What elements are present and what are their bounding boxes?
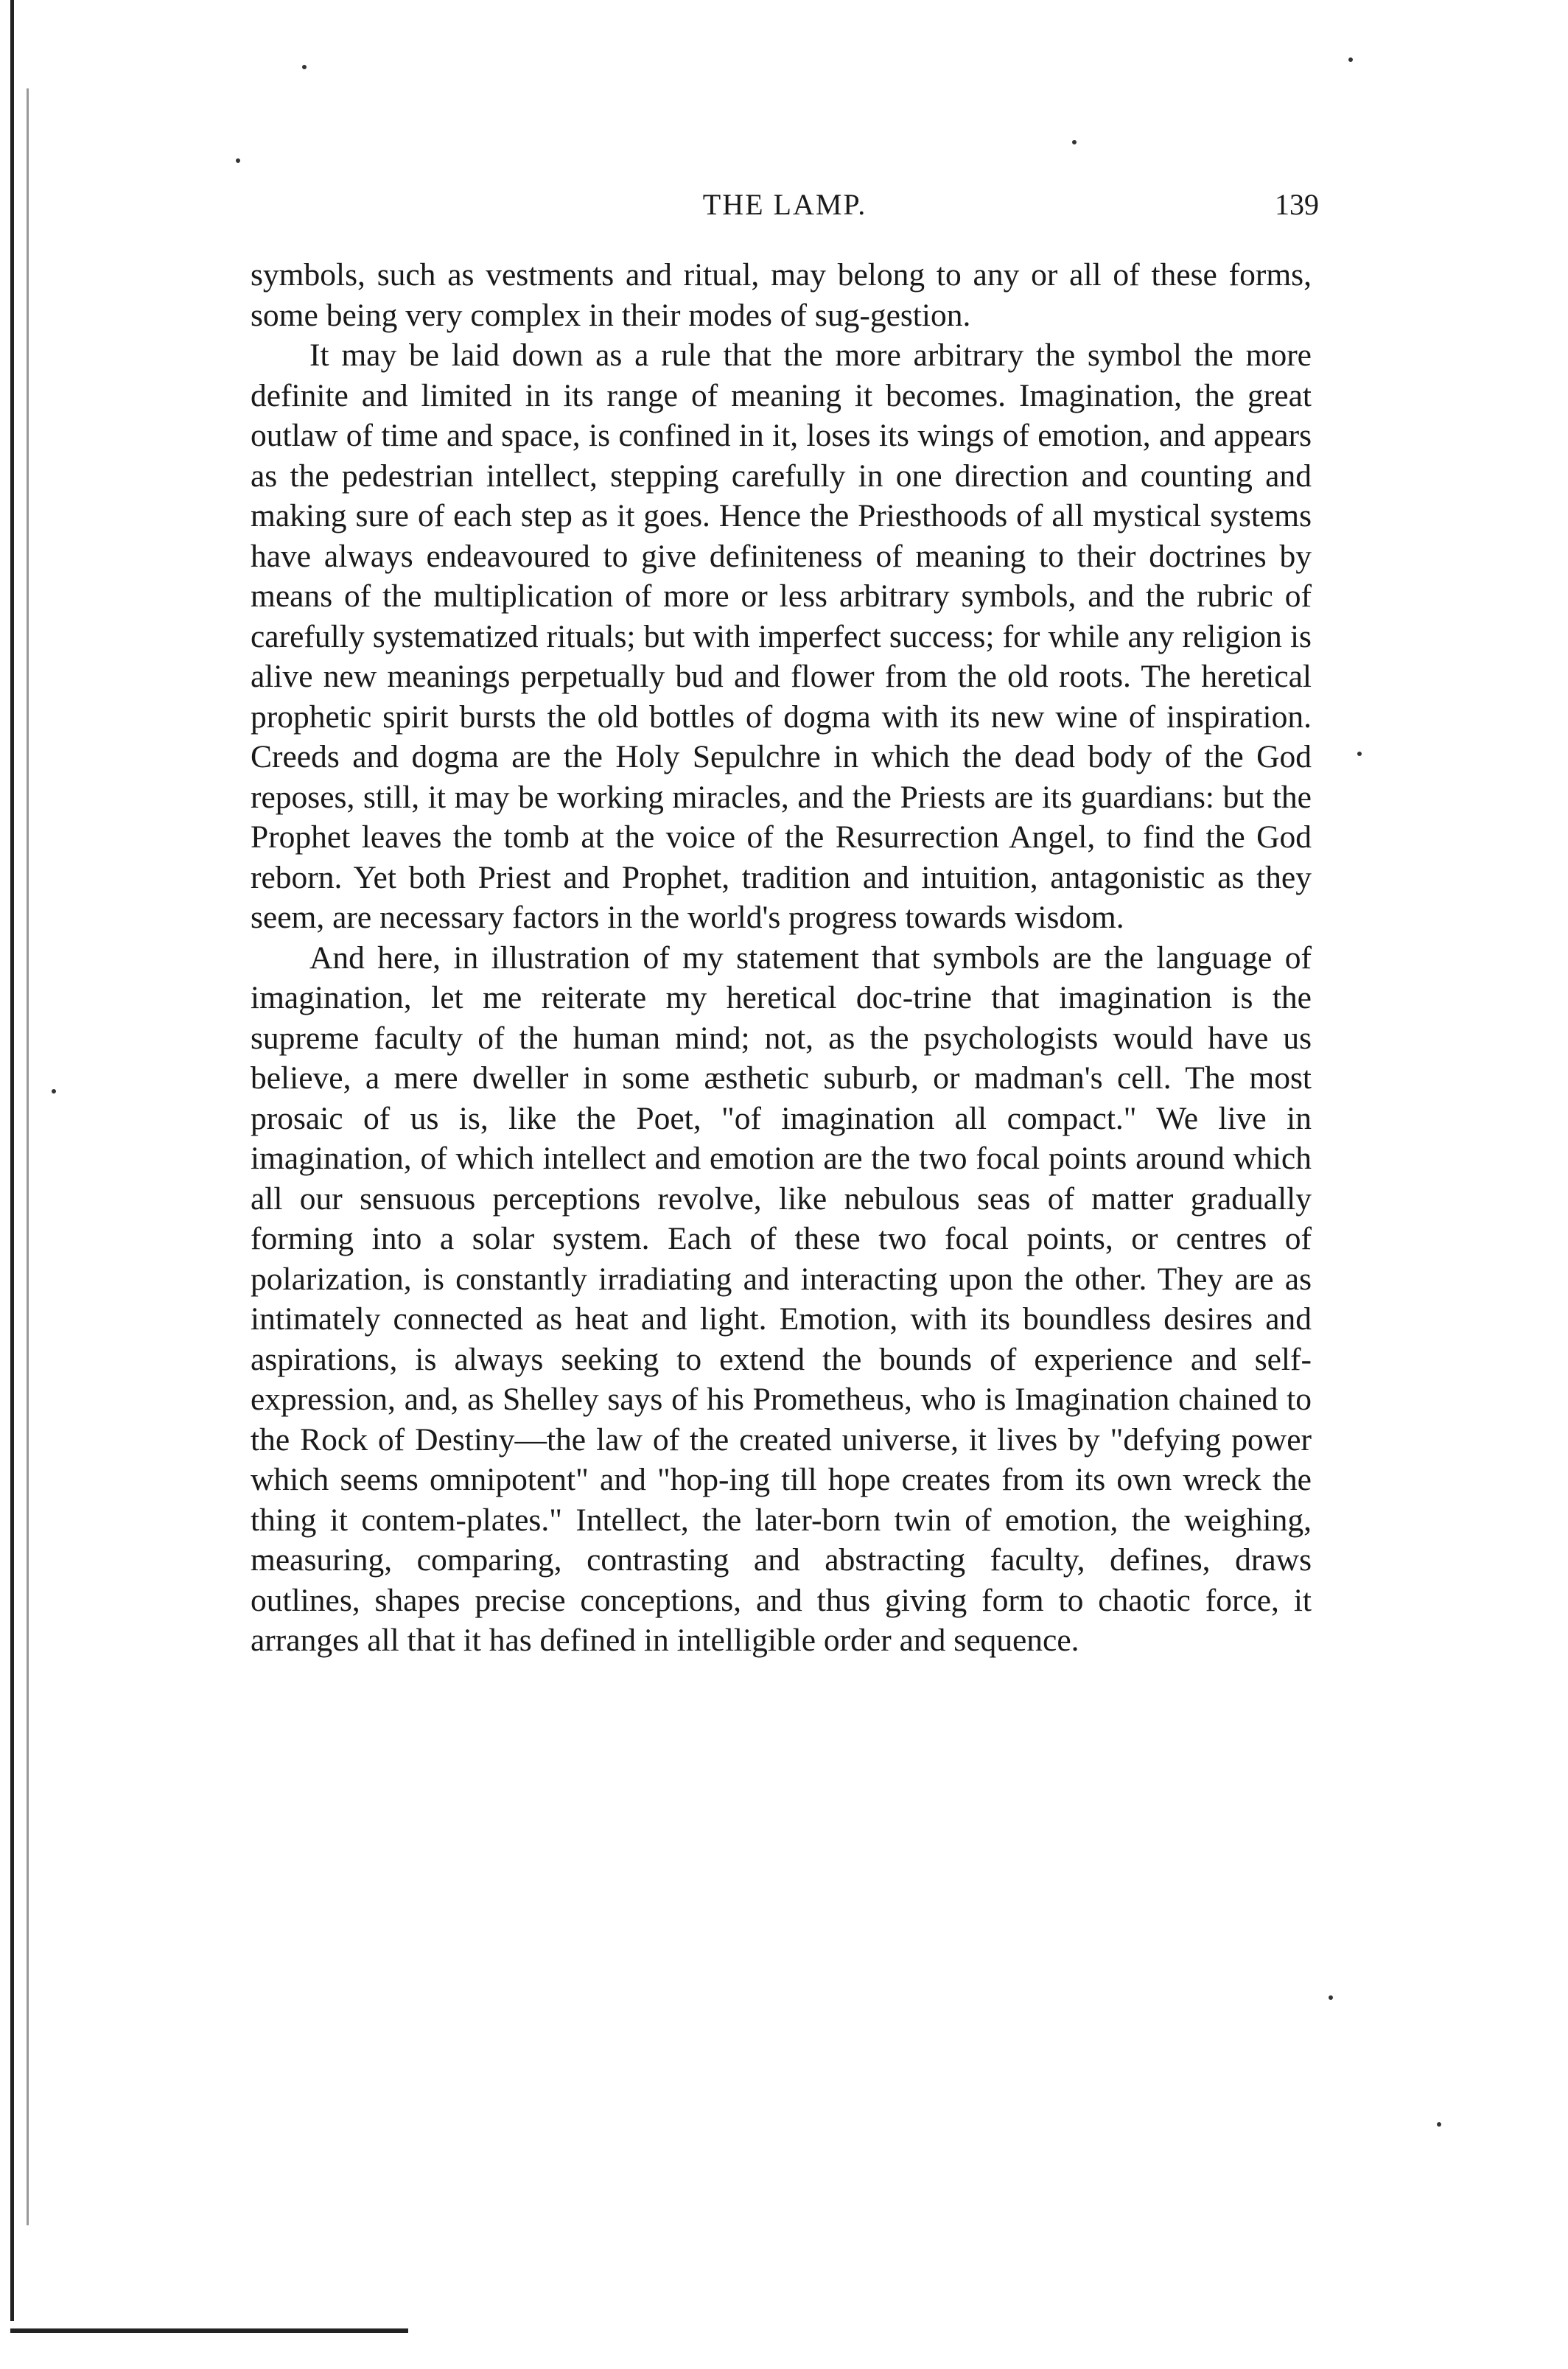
page-number: 139 xyxy=(1275,188,1319,221)
running-title: THE LAMP. xyxy=(702,188,867,221)
scan-speck xyxy=(236,158,240,163)
paragraph: And here, in illustration of my statement that symbols are the language of imagination, let me reiterate my heretical doc-trine that imagination is the supreme faculty of the human mind; not, as the psychologists would have us believe, a mere dweller in some æsthetic suburb, or madman's cell. The most prosaic of us is, like the Poet, "of imagination all compact." We live in imagination, of which intellect and emotion are the two focal points around which all our sensuous perceptions revolve, like nebulous seas of matter gradually forming into a solar system. Each of these two focal points, or centres of polarization, is constantly irradiating and interacting upon the other. They are as intimately connected as heat and light. Emotion, with its boundless desires and aspirations, is always seeking to extend the bounds of experience and self-expression, and, as Shelley says of his Prometheus, who is Imagination chained to the Rock of Destiny—the law of the created universe, it lives by "defying power which seems omnipotent" and "hop-ing till hope creates from its own wreck the thing it contem-plates." Intellect, the later-born twin of emotion, the weighing, measuring, comparing, contrasting and abstracting faculty, defines, draws outlines, shapes precise conceptions, and thus giving form to chaotic force, it arranges all that it has defined in intelligible order and sequence. xyxy=(251,939,1312,1658)
scan-speck xyxy=(1348,57,1353,62)
scan-gutter-shadow xyxy=(27,88,29,2225)
scan-speck xyxy=(1357,752,1362,756)
paragraph: symbols, such as vestments and ritual, may belong to any or all of these forms, some being very complex in their modes of sug-gestion. xyxy=(251,257,1312,333)
paragraph: It may be laid down as a rule that the more arbitrary the symbol the more definite and limited in its range of meaning it becomes. Imagination, the great outlaw of time and space, is confined in it, loses its wings of emotion, and appears as the pedestrian intellect, stepping carefully in one direction and counting and making sure of each step as it goes. Hence the Priesthoods of all mystical systems have always endeavoured to give definiteness of meaning to their doctrines by means of the multiplication of more or less arbitrary symbols, and the rubric of carefully systematized rituals; but with imperfect success; for while any religion is alive new meanings perpetually bud and flower from the old roots. The heretical prophetic spirit bursts the old bottles of dogma with its new wine of inspiration. Creeds and dogma are the Holy Sepulchre in which the dead body of the God reposes, still, it may be working miracles, and the Priests are its guardians: but the Prophet leaves the tomb at the voice of the Resurrection Angel, to find the God reborn. Yet both Priest and Prophet, tradition and intuition, antagonistic as they seem, are necessary factors in the world's progress towards wisdom. xyxy=(251,337,1312,935)
body-text xyxy=(251,255,1312,1661)
scan-speck xyxy=(1329,1995,1333,2000)
scan-speck xyxy=(1072,140,1077,144)
page-header xyxy=(251,187,1319,231)
scan-speck xyxy=(52,1089,56,1093)
scan-speck xyxy=(1437,2122,1441,2127)
scan-gutter-edge xyxy=(10,0,14,2321)
scan-bottom-edge xyxy=(10,2328,408,2333)
scan-speck xyxy=(302,65,307,69)
